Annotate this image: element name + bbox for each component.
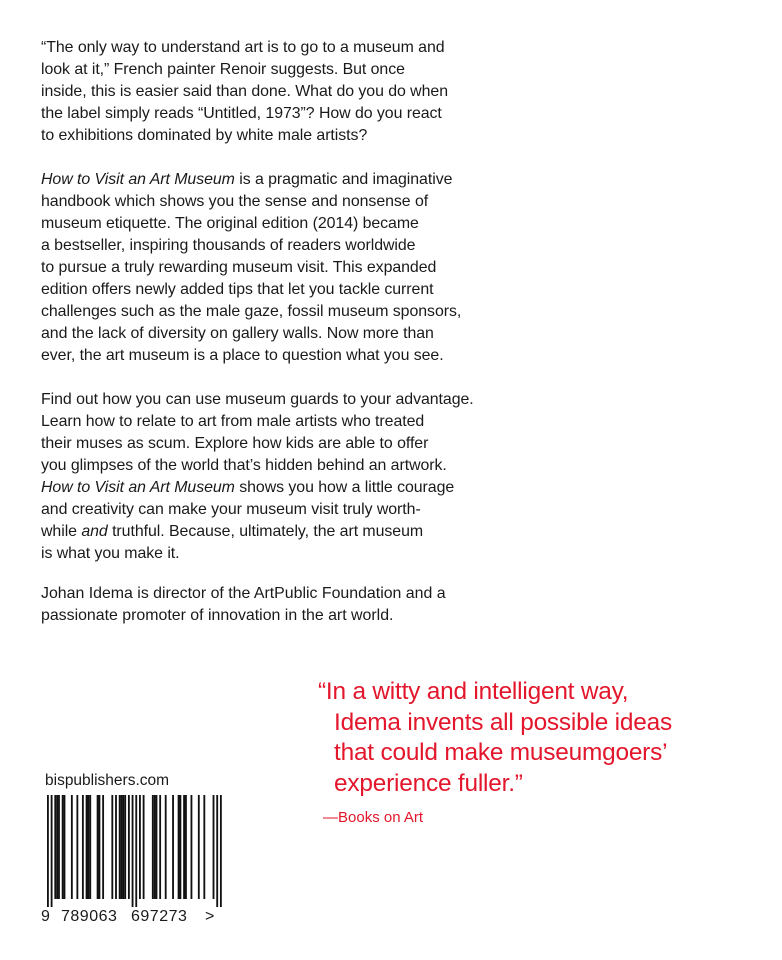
description-line [41,477,521,499]
barcode-bar [111,795,113,899]
description-line [41,191,521,213]
barcode-bar [143,795,145,899]
description-paragraph [41,169,521,367]
blurb-line: Idema invents all possible ideas [334,708,672,736]
publisher-website: bispublishers.com [45,772,170,789]
text-run: truthful. Because, ultimately, the art museum [107,523,424,540]
description-line [41,59,521,81]
text-run: inside, this is easier said than done. What do you do when [41,83,448,100]
isbn-right-group: 697273 [131,908,188,925]
text-run: to exhibitions dominated by white male artists? [41,127,368,144]
barcode-bar [178,795,180,899]
text-run: you glimpses of the world that’s hidden behind an artwork. [41,457,447,474]
text-run: while [41,523,82,540]
review-blurb [318,677,672,799]
barcode-bar [56,795,58,899]
italic-text: and [81,523,108,540]
isbn-quiet-zone-marker: > [205,908,215,925]
description-line [41,543,521,565]
text-run: a bestseller, inspiring thousands of readers worldwide [41,237,416,254]
blurb-line: “In a witty and intelligent way, [318,678,629,705]
description-line [41,279,521,301]
barcode-guard-bar [51,795,53,907]
barcode-bar [183,795,185,899]
description-line [41,235,521,257]
barcode-guard-bar [47,795,49,907]
description-line [41,433,521,455]
barcode-bar [54,795,56,899]
barcode-bar [128,795,130,899]
text-run: and creativity can make your museum visit truly worth- [41,501,421,518]
barcode-bar [191,795,193,899]
text-run: handbook which shows you the sense and nonsense of [41,193,429,210]
italic-text: How to Visit an Art Museum [41,171,235,188]
text-run: shows you how a little courage [234,479,455,496]
text-run: is a pragmatic and imaginative [234,171,453,188]
isbn-prefix-digit: 9 [41,908,51,925]
barcode-bar [165,795,167,899]
barcode-bar [213,795,215,899]
description-line [41,125,521,147]
barcode-bar [122,795,124,899]
text-run: Learn how to relate to art from male artists who treated [41,413,425,430]
barcode-guard-bar [216,795,218,907]
barcode-bar [124,795,126,899]
text-run: ever, the art museum is a place to question what you see. [41,347,444,364]
blurb-line: that could make museumgoers’ [334,739,668,766]
italic-text: How to Visit an Art Museum [41,479,235,496]
barcode-bar [198,795,200,899]
barcode-bars [40,795,230,907]
barcode-bar [156,795,158,899]
text-run: “The only way to understand art is to go to a museum and [41,39,445,56]
text-run: Find out how you can use museum guards to your advantage. [41,391,474,408]
barcode-bar [89,795,91,899]
description-line [41,257,521,279]
text-run: challenges such as the male gaze, fossil museum sponsors, [41,303,462,320]
barcode-bar [86,795,88,899]
barcode-bar [152,795,154,899]
text-run: to pursue a truly rewarding museum visit. This expanded [41,259,437,276]
barcode-bar [64,795,66,899]
barcode-guard-bar [132,795,134,907]
isbn-barcode [40,795,230,930]
barcode-bar [82,795,84,899]
text-run: is what you make it. [41,545,180,562]
barcode-bar [121,795,123,899]
barcode-bar [159,795,161,899]
description-line [41,323,521,345]
barcode-bar [119,795,121,899]
text-run: look at it,” French painter Renoir suggests. But once [41,61,405,78]
barcode-bar [139,795,141,899]
description-line [41,455,521,477]
description-paragraph [41,389,521,565]
barcode-bar [154,795,156,899]
barcode-bar [71,795,73,899]
description-line [41,521,521,543]
barcode-bar [185,795,187,899]
blurb-attribution: —Books on Art [323,809,424,826]
author-bio-line: passionate promoter of innovation in the art world. [41,607,394,624]
barcode-bar [76,795,78,899]
description-line [41,37,521,59]
back-cover-description [41,37,521,587]
barcode-bar [115,795,117,899]
barcode-bar [62,795,64,899]
description-line [41,103,521,125]
text-run: edition offers newly added tips that let you tackle current [41,281,434,298]
author-bio-line: Johan Idema is director of the ArtPublic Foundation and a [41,585,446,602]
description-line [41,345,521,367]
barcode-guard-bar [220,795,222,907]
text-run: museum etiquette. The original edition (2014) became [41,215,419,232]
description-line [41,169,521,191]
barcode-bar [87,795,89,899]
description-line [41,301,521,323]
text-run: and the lack of diversity on gallery walls. Now more than [41,325,434,342]
barcode-bar [179,795,181,899]
barcode-guard-bar [135,795,137,907]
barcode-bar [58,795,60,899]
barcode-bar [102,795,104,899]
barcode-bar [99,795,101,899]
description-line [41,213,521,235]
barcode-bar [97,795,99,899]
author-bio [41,583,446,627]
description-line [41,389,521,411]
text-run: the label simply reads “Untitled, 1973”? How do you react [41,105,442,122]
barcode-bar [203,795,205,899]
isbn-left-group: 789063 [61,908,118,925]
description-line [41,81,521,103]
description-line [41,411,521,433]
description-line [41,499,521,521]
description-paragraph [41,37,521,147]
blurb-line: experience fuller.” [334,769,523,797]
text-run: their muses as scum. Explore how kids are able to offer [41,435,429,452]
barcode-bar [172,795,174,899]
